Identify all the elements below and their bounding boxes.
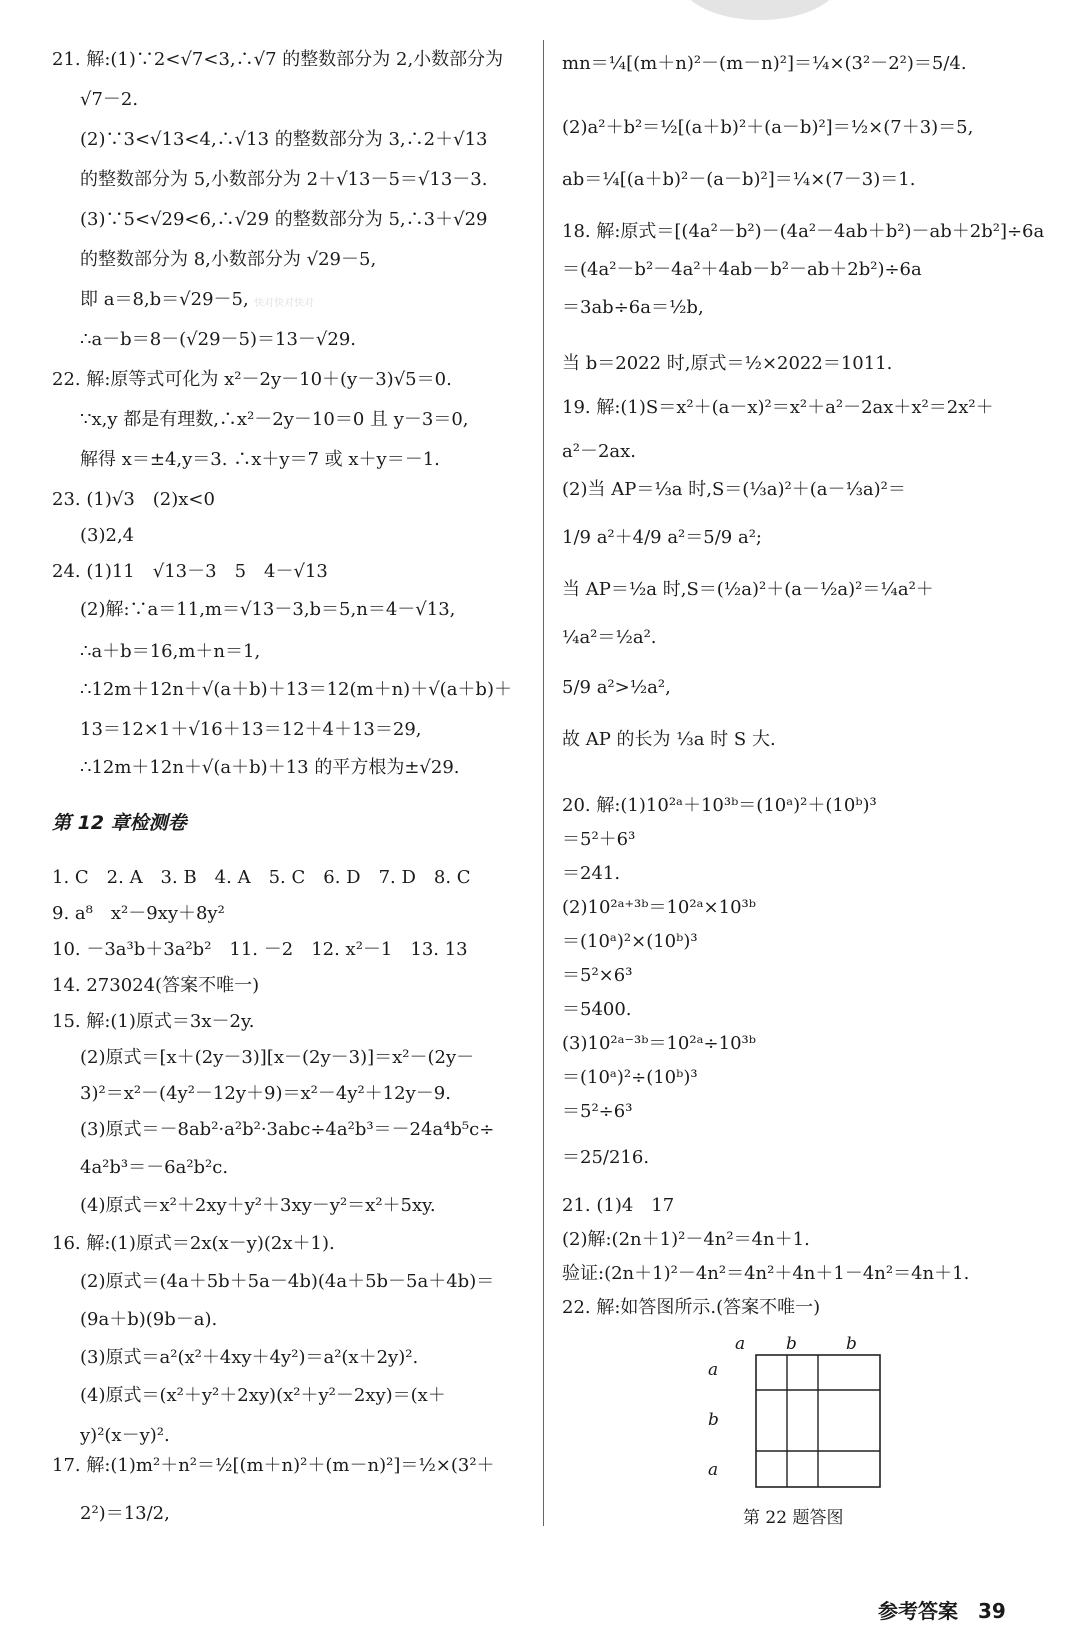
left-line: (9a＋b)(9b－a).: [80, 1309, 218, 1330]
right-line: 21. (1)4 17: [562, 1195, 675, 1216]
section-title: 第 12 章检测卷: [52, 812, 187, 834]
right-line: ＝(10ᵃ)²×(10ᵇ)³: [562, 931, 698, 952]
figure-side-label: a: [708, 1360, 719, 1380]
left-line: (4)原式＝(x²＋y²＋2xy)(x²＋y²－2xy)＝(x＋: [80, 1385, 446, 1406]
figure-top-label: b: [786, 1334, 797, 1354]
left-line: (2)∵3<√13<4,∴√13 的整数部分为 3,∴2＋√13: [80, 129, 488, 150]
right-line: (2)解:(2n＋1)²－4n²＝4n＋1.: [562, 1229, 810, 1250]
right-line: 当 b＝2022 时,原式＝½×2022＝1011.: [562, 353, 893, 374]
watermark-text: 快对快对快对: [254, 298, 314, 309]
right-line: ＝3ab÷6a＝½b,: [562, 297, 704, 318]
left-line: (3)原式＝－8ab²·a²b²·3abc÷4a²b³＝－24a⁴b⁵c÷: [80, 1119, 495, 1140]
left-line: 22. 解:原等式可化为 x²－2y－10＋(y－3)√5＝0.: [52, 369, 452, 390]
left-line: (3)原式＝a²(x²＋4xy＋4y²)＝a²(x＋2y)².: [80, 1347, 419, 1368]
right-line: (3)10²ᵃ⁻³ᵇ＝10²ᵃ÷10³ᵇ: [562, 1033, 756, 1054]
left-line: (2)原式＝[x＋(2y－3)][x－(2y－3)]＝x²－(2y－: [80, 1047, 475, 1068]
right-line: mn＝¼[(m＋n)²－(m－n)²]＝¼×(3²－2²)＝5/4.: [562, 53, 967, 74]
left-line: √7－2.: [80, 89, 139, 110]
right-line: 故 AP 的长为 ⅓a 时 S 大.: [562, 729, 776, 750]
right-line: ＝5²＋6³: [562, 829, 636, 850]
left-line: 14. 273024(答案不唯一): [52, 975, 260, 996]
right-line: ¼a²＝½a².: [562, 627, 657, 648]
right-line: (2)a²＋b²＝½[(a＋b)²＋(a－b)²]＝½×(7＋3)＝5,: [562, 117, 974, 138]
figure-top-label: b: [846, 1334, 857, 1354]
left-line: 9. a⁸ x²－9xy＋8y²: [52, 903, 225, 924]
figure-caption: 第 22 题答图: [743, 1508, 844, 1528]
answer-figure-grid: [755, 1354, 881, 1488]
left-line: y)²(x－y)².: [80, 1425, 170, 1446]
right-line: 5/9 a²>½a²,: [562, 677, 671, 698]
left-line: 2²)＝13/2,: [80, 1503, 170, 1524]
right-line: 22. 解:如答图所示.(答案不唯一): [562, 1297, 821, 1318]
left-line: ∵x,y 都是有理数,∴x²－2y－10＝0 且 y－3＝0,: [80, 409, 469, 430]
top-decoration: [680, 0, 840, 20]
left-line: 即 a＝8,b＝√29－5,: [80, 289, 249, 310]
left-line: ∴12m＋12n＋√(a＋b)＋13＝12(m＋n)＋√(a＋b)＋: [80, 679, 512, 700]
right-line: 当 AP＝½a 时,S＝(½a)²＋(a－½a)²＝¼a²＋: [562, 579, 934, 600]
left-line: 15. 解:(1)原式＝3x－2y.: [52, 1011, 255, 1032]
left-line: 10. －3a³b＋3a²b² 11. －2 12. x²－1 13. 13: [52, 939, 468, 960]
right-line: 验证:(2n＋1)²－4n²＝4n²＋4n＋1－4n²＝4n＋1.: [562, 1263, 970, 1284]
right-line: ＝5²×6³: [562, 965, 633, 986]
left-line: 4a²b³＝－6a²b²c.: [80, 1157, 229, 1178]
right-line: (2)10²ᵃ⁺³ᵇ＝10²ᵃ×10³ᵇ: [562, 897, 756, 918]
left-line: 16. 解:(1)原式＝2x(x－y)(2x＋1).: [52, 1233, 335, 1254]
page-footer: 参考答案 39: [878, 1599, 1006, 1623]
right-line: ＝(10ᵃ)²÷(10ᵇ)³: [562, 1067, 698, 1088]
left-line: 21. 解:(1)∵2<√7<3,∴√7 的整数部分为 2,小数部分为: [52, 49, 504, 70]
column-divider: [543, 40, 544, 1526]
left-line: 23. (1)√3 (2)x<0: [52, 489, 215, 510]
left-line: 解得 x＝±4,y＝3. ∴x＋y＝7 或 x＋y＝－1.: [80, 449, 440, 470]
right-line: ab＝¼[(a＋b)²－(a－b)²]＝¼×(7－3)＝1.: [562, 169, 916, 190]
right-line: 20. 解:(1)10²ᵃ＋10³ᵇ＝(10ᵃ)²＋(10ᵇ)³: [562, 795, 877, 816]
left-line: 3)²＝x²－(4y²－12y＋9)＝x²－4y²＋12y－9.: [80, 1083, 451, 1104]
left-line: (3)∵5<√29<6,∴√29 的整数部分为 5,∴3＋√29: [80, 209, 488, 230]
left-line: 17. 解:(1)m²＋n²＝½[(m＋n)²＋(m－n)²]＝½×(3²＋: [52, 1455, 495, 1476]
right-line: 1/9 a²＋4/9 a²＝5/9 a²;: [562, 527, 762, 548]
left-line: ∴a－b＝8－(√29－5)＝13－√29.: [80, 329, 357, 350]
left-line: (3)2,4: [80, 525, 135, 546]
right-line: ＝241.: [562, 863, 621, 884]
figure-side-label: b: [708, 1410, 719, 1430]
right-line: ＝5400.: [562, 999, 632, 1020]
left-line: ∴a＋b＝16,m＋n＝1,: [80, 641, 261, 662]
right-line: ＝25/216.: [562, 1147, 650, 1168]
figure-top-label: a: [735, 1334, 746, 1354]
left-line: 的整数部分为 5,小数部分为 2＋√13－5＝√13－3.: [80, 169, 488, 190]
left-line: 24. (1)11 √13－3 5 4－√13: [52, 561, 328, 582]
figure-side-label: a: [708, 1460, 719, 1480]
left-line: (2)原式＝(4a＋5b＋5a－4b)(4a＋5b－5a＋4b)＝: [80, 1271, 495, 1292]
left-line: (2)解:∵a＝11,m＝√13－3,b＝5,n＝4－√13,: [80, 599, 456, 620]
right-line: a²－2ax.: [562, 441, 637, 462]
left-line: 的整数部分为 8,小数部分为 √29－5,: [80, 249, 377, 270]
left-line: 13＝12×1＋√16＋13＝12＋4＋13＝29,: [80, 719, 422, 740]
left-line: 1. C 2. A 3. B 4. A 5. C 6. D 7. D 8. C: [52, 867, 471, 888]
right-line: 18. 解:原式＝[(4a²－b²)－(4a²－4ab＋b²)－ab＋2b²]÷6a: [562, 221, 1045, 242]
right-line: (2)当 AP＝⅓a 时,S＝(⅓a)²＋(a－⅓a)²＝: [562, 479, 906, 500]
left-line: ∴12m＋12n＋√(a＋b)＋13 的平方根为±√29.: [80, 757, 460, 778]
right-line: ＝5²÷6³: [562, 1101, 633, 1122]
right-line: 19. 解:(1)S＝x²＋(a－x)²＝x²＋a²－2ax＋x²＝2x²＋: [562, 397, 994, 418]
left-line: (4)原式＝x²＋2xy＋y²＋3xy－y²＝x²＋5xy.: [80, 1195, 436, 1216]
right-line: ＝(4a²－b²－4a²＋4ab－b²－ab＋2b²)÷6a: [562, 259, 922, 280]
